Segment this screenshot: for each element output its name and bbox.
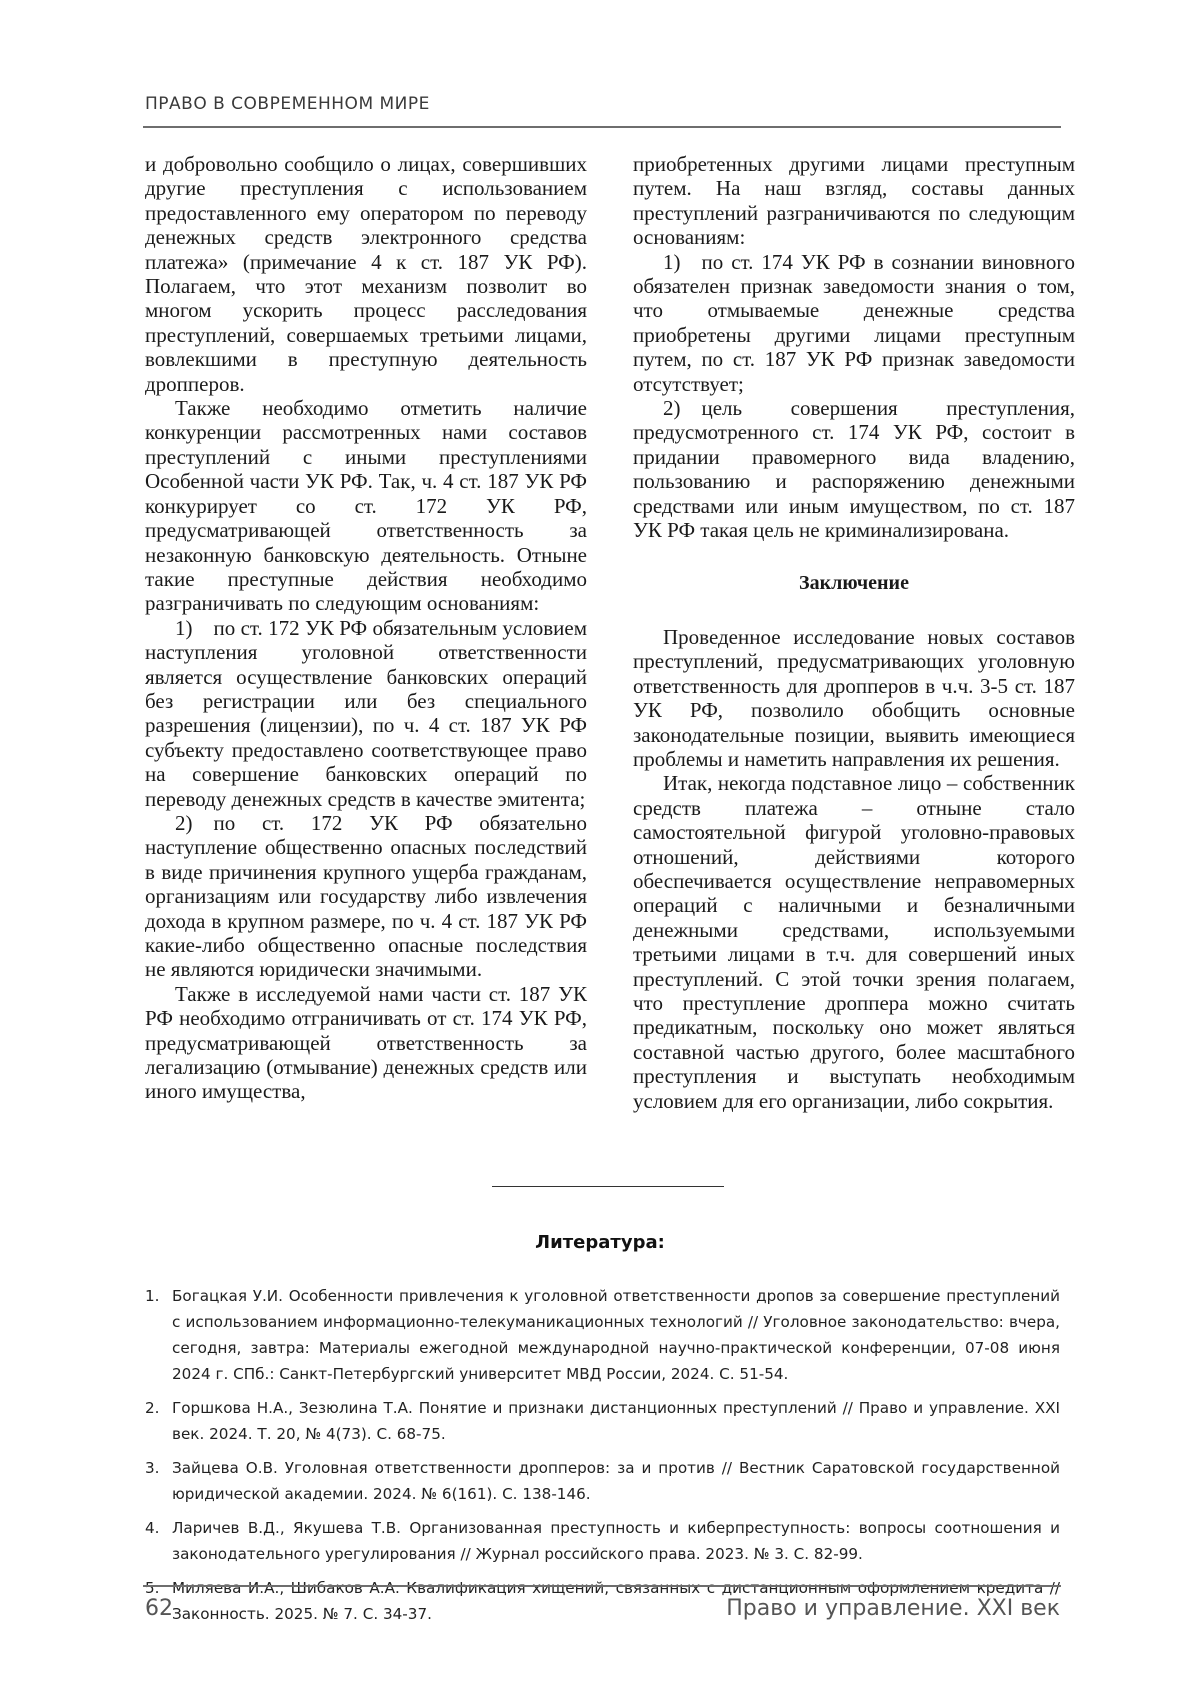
- right-column: [633, 152, 1075, 1113]
- list-item-paragraph: 2) по ст. 172 УК РФ обязательно наступление общественно опасных последствий в виде причинения крупного ущерба гражданам, организациям или государству либо извлечения дохода в крупном размере, по ч. 4 ст. 187 УК РФ какие-либо общественно опасные последствия не являются юридически значимыми.: [145, 810, 587, 982]
- paragraph: и добровольно сообщило о лицах, совершивших другие преступления с использованием предоставленного ему оператором по переводу денежных средств электронного средства платежа» (примечание 4 к ст. 187 УК РФ). Полагаем, что этот механизм позволит во многом ускорить процесс расследования преступлений, совершаемых третьими лицами, вовлекшими в преступную деятельность дропперов.: [145, 152, 587, 396]
- references-title: Литература:: [535, 1232, 665, 1253]
- reference-text: Ларичев В.Д., Якушева Т.В. Организованная преступность и киберпреступность: вопросы соотношения и законодательного урегулирования // Журнал российского права. 2023. № 3. С. 82-99.: [172, 1519, 1060, 1563]
- reference-number: 3.: [145, 1459, 160, 1477]
- reference-number: 5.: [145, 1579, 160, 1597]
- reference-text: Горшкова Н.А., Зезюлина Т.А. Понятие и признаки дистанционных преступлений // Право и управление. XXI век. 2024. Т. 20, № 4(73). С. 68-75.: [172, 1399, 1060, 1443]
- page-number: 62: [145, 1596, 173, 1621]
- reference-item: [145, 1515, 1060, 1567]
- reference-item: [145, 1283, 1060, 1387]
- reference-item: [145, 1455, 1060, 1507]
- paragraph: Также в исследуемой нами части ст. 187 УК РФ необходимо отграничивать от ст. 174 УК РФ, предусматривающей ответственность за легализацию (отмывание) денежных средств или иного имущества,: [145, 981, 587, 1104]
- journal-name: Право и управление. XXI век: [726, 1596, 1060, 1621]
- left-column: [145, 152, 587, 1104]
- list-item-paragraph: 1) по ст. 172 УК РФ обязательным условием наступления уголовной ответственности является осуществление банковских операций без регистрации или без специального разрешения (лицензии), по ч. 4 ст. 187 УК РФ субъекту предоставлено соответствующее право на совершение банковских операций по переводу денежных средств в качестве эмитента;: [145, 615, 587, 811]
- paragraph: Проведенное исследование новых составов преступлений, предусматривающих уголовную ответственность для дропперов в ч.ч. 3-5 ст. 187 УК РФ, позволило обобщить основные законодательные позиции, выявить имеющиеся проблемы и наметить направления их решения.: [633, 624, 1075, 771]
- list-item-paragraph: 1) по ст. 174 УК РФ в сознании виновного обязателен признак заведомости знания о том, что отмываемые денежные средства приобретены другими лицами преступным путем, по ст. 187 УК РФ признак заведомости отсутствует;: [633, 249, 1075, 396]
- conclusion-heading: Заключение: [799, 571, 909, 594]
- paragraph: Также необходимо отметить наличие конкуренции рассмотренных нами составов преступлений с иными преступлениями Особенной части УК РФ. Так, ч. 4 ст. 187 УК РФ конкурирует со ст. 172 УК РФ, предусматривающей ответственность за незаконную банковскую деятельность. Отныне такие преступные действия необходимо разграничивать по следующим основаниям:: [145, 396, 587, 616]
- section-divider: [492, 1186, 724, 1187]
- paragraph: Итак, некогда подставное лицо – собственник средств платежа – отныне стало самостоятельной фигурой уголовно-правовых отношений, действиями которого обеспечивается осуществление неправомерных операций с наличными и безналичными денежными средствами, используемыми третьими лицами в т.ч. для совершений иных преступлений. С этой точки зрения полагаем, что преступление дроппера можно считать предикатным, поскольку оно может являться составной частью другого, более масштабного преступления и выступать необходимым условием для его организации, либо сокрытия.: [633, 771, 1075, 1113]
- reference-number: 2.: [145, 1399, 160, 1417]
- running-header: ПРАВО В СОВРЕМЕННОМ МИРЕ: [145, 94, 430, 114]
- reference-number: 4.: [145, 1519, 160, 1537]
- list-item-paragraph: 2) цель совершения преступления, предусмотренного ст. 174 УК РФ, состоит в придании правомерного вида владению, пользованию и распоряжению денежными средствами или иным имуществом, по ст. 187 УК РФ такая цель не криминализирована.: [633, 396, 1075, 543]
- paragraph: приобретенных другими лицами преступным путем. На наш взгляд, составы данных преступлений разграничиваются по следующим основаниям:: [633, 152, 1075, 250]
- reference-item: [145, 1395, 1060, 1447]
- reference-text: Миляева И.А., Шибаков А.А. Квалификация хищений, связанных с дистанционным оформлением кредита // Законность. 2025. № 7. С. 34-37.: [172, 1579, 1060, 1623]
- reference-number: 1.: [145, 1287, 160, 1305]
- reference-text: Богацкая У.И. Особенности привлечения к уголовной ответственности дропов за совершение преступлений с использованием информационно-телекуманикационных технологий // Уголовное законодательство: вчера, сегодня, завтра: Материалы ежегодной международной научно-практической конференции, 07-08 июня 2024 г. СПб.: Санкт-Петербургский университет МВД России, 2024. С. 51-54.: [172, 1287, 1060, 1383]
- footer-rule: [143, 1585, 1061, 1587]
- reference-text: Зайцева О.В. Уголовная ответственности дропперов: за и против // Вестник Саратовской государственной юридической академии. 2024. № 6(161). С. 138-146.: [172, 1459, 1060, 1503]
- references-list: [145, 1283, 1060, 1635]
- header-rule: [143, 126, 1061, 128]
